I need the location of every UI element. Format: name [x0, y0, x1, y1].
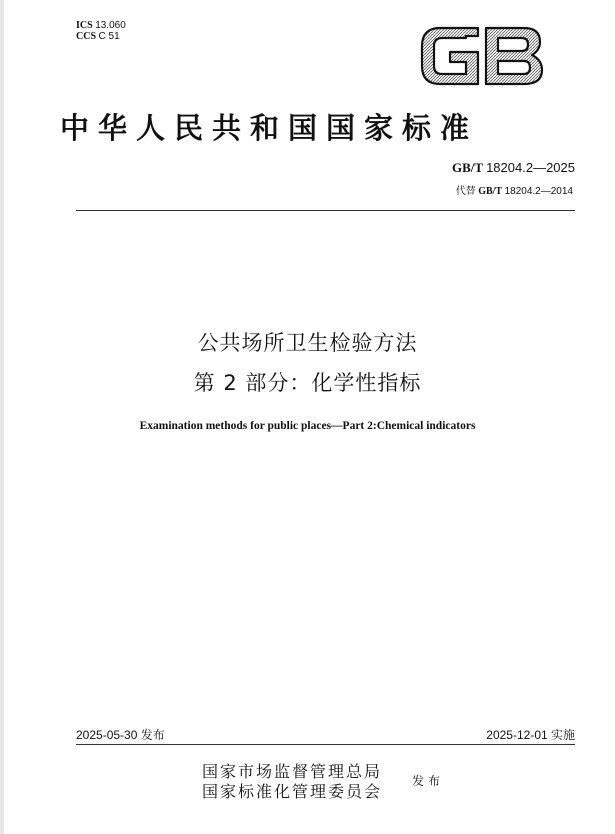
issuer-line1: 国家市场监督管理总局	[202, 762, 383, 781]
page-edge	[0, 0, 4, 834]
gb-logo	[418, 22, 546, 90]
ics-label: ICS	[76, 20, 93, 31]
replaces-standard	[456, 182, 573, 197]
header-divider	[76, 210, 575, 211]
replaces-prefix: 代替	[455, 186, 476, 197]
issuer-line2: 国家标准化管理委员会	[202, 782, 383, 801]
title-en: Examination methods for public places—Part 2:Chemical indicators	[139, 420, 476, 432]
logo-text: GB	[418, 22, 420, 23]
standard-number-value: 18204.2—2025	[486, 160, 575, 175]
classification-codes	[76, 20, 126, 42]
title-cn-line2: 第 2 部分：化学性指标	[193, 371, 422, 395]
ccs-value: C 51	[98, 31, 120, 42]
ics-value: 13.060	[95, 20, 126, 31]
ics-code	[76, 20, 126, 31]
replaces-number: 18204.2—2014	[504, 186, 573, 197]
replaces-code: GB/T	[478, 186, 503, 197]
issue-date: 2025-05-30 发布	[76, 728, 165, 742]
footer-divider	[76, 744, 575, 745]
implementation-date: 2025-12-01 实施	[486, 728, 575, 742]
ccs-code	[76, 31, 126, 42]
title-cn-line1: 公共场所卫生检验方法	[197, 331, 418, 355]
standard-number	[452, 160, 575, 176]
issue-action: 发布	[412, 774, 445, 788]
national-standard-title: 中华人民共和国国家标准	[60, 111, 479, 145]
issuing-authorities	[202, 762, 382, 802]
standard-code: GB/T	[451, 160, 483, 175]
ccs-label: CCS	[76, 31, 97, 42]
